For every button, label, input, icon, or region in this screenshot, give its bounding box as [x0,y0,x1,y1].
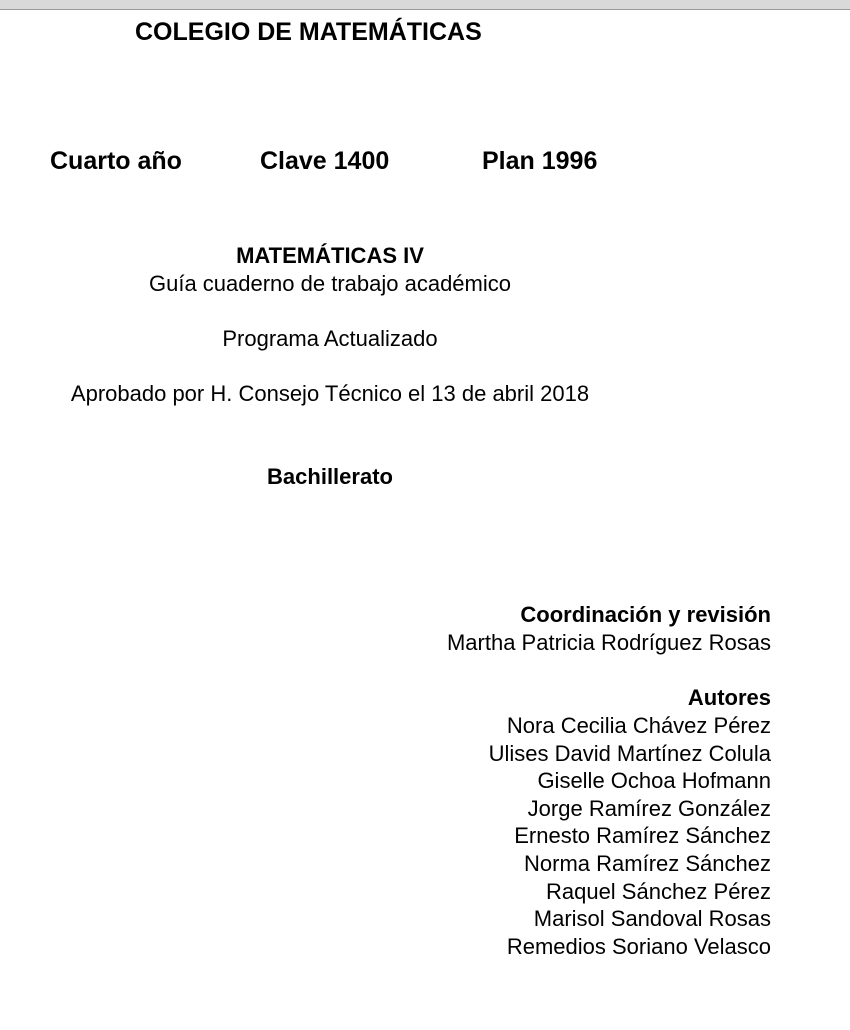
authors-list [489,712,771,960]
author-name: Remedios Soriano Velasco [506,933,771,959]
program-status: Programa Actualizado [222,326,438,351]
authors-heading: Autores [687,685,771,710]
author-name: Ernesto Ramírez Sánchez [514,823,771,849]
course-year: Cuarto año [50,147,182,175]
course-subtitle: Guía cuaderno de trabajo académico [148,271,511,296]
author-name: Giselle Ochoa Hofmann [537,768,771,794]
school-name: COLEGIO DE MATEMÁTICAS [135,18,482,46]
education-level: Bachillerato [267,464,393,489]
author-name: Marisol Sandoval Rosas [533,906,771,932]
approval-note: Aprobado por H. Consejo Técnico el 13 de abril 2018 [70,381,590,406]
author-name: Ulises David Martínez Colula [488,740,771,766]
author-name: Norma Ramírez Sánchez [524,850,771,876]
coordination-heading: Coordinación y revisión [520,602,771,627]
author-name: Jorge Ramírez González [527,795,771,821]
page-top-edge [0,0,850,10]
author-name: Nora Cecilia Chávez Pérez [506,713,771,738]
course-plan: Plan 1996 [482,147,598,175]
author-name: Raquel Sánchez Pérez [545,878,771,904]
coordinator-name: Martha Patricia Rodríguez Rosas [446,630,771,655]
course-title: MATEMÁTICAS IV [236,243,424,268]
course-key: Clave 1400 [260,147,390,175]
